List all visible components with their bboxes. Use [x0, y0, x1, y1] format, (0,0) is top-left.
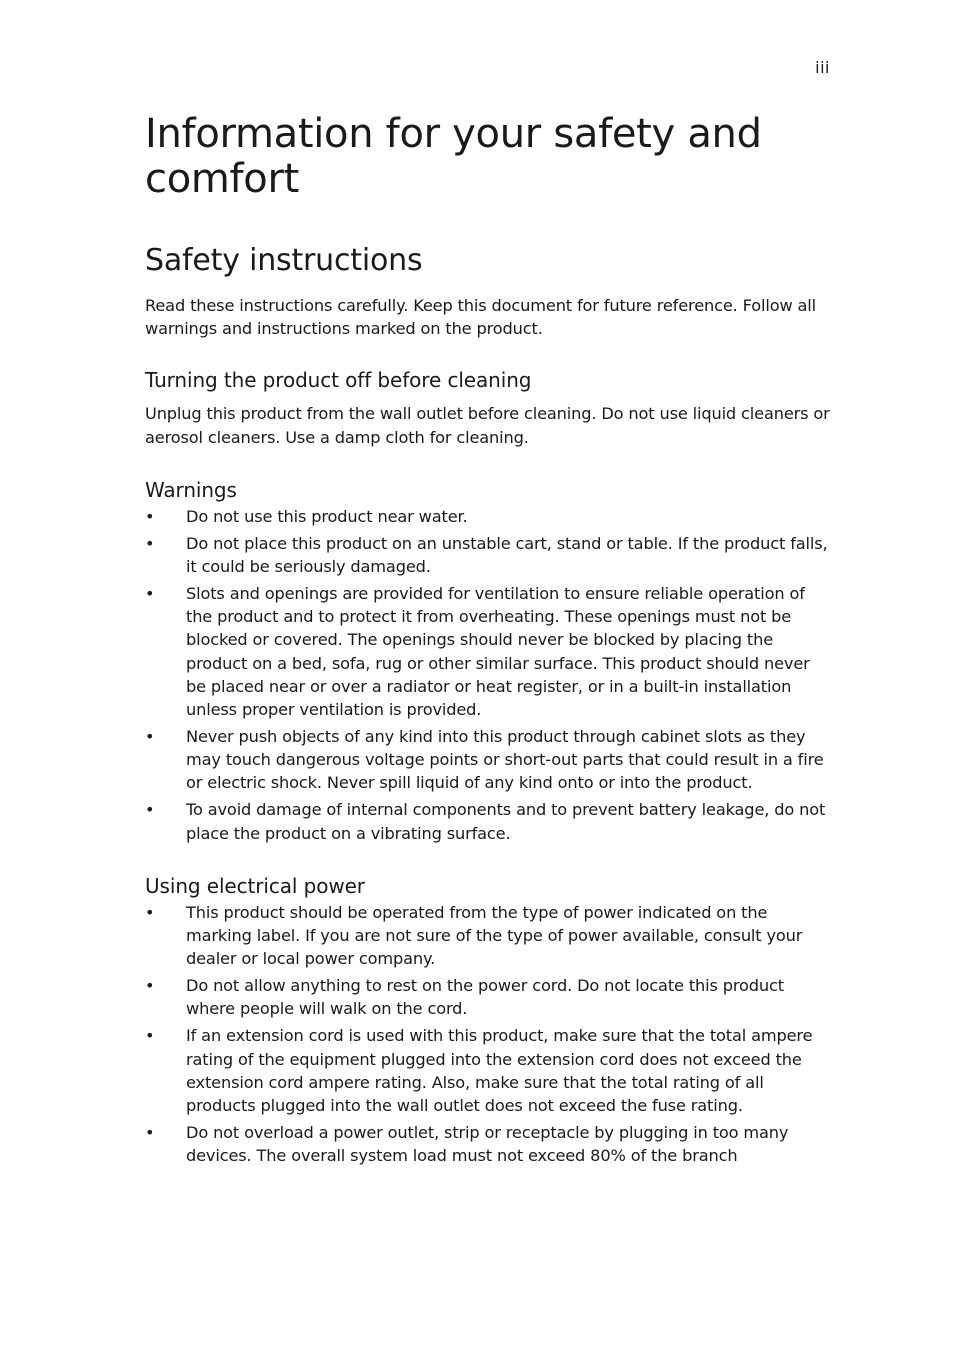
bullet-icon: • [145, 727, 155, 747]
bullet-icon: • [145, 976, 155, 996]
list-item [145, 505, 833, 528]
section-heading: Safety instructions [145, 243, 423, 278]
document-body [145, 112, 833, 1171]
cleaning-heading: Turning the product off before cleaning [145, 368, 532, 393]
list-item [145, 725, 833, 795]
list-item [145, 974, 833, 1020]
warnings-heading: Warnings [145, 477, 237, 502]
bullet-icon: • [145, 1123, 155, 1143]
cleaning-paragraph: Unplug this product from the wall outlet before cleaning. Do not use liquid cleaners or aerosol cleaners. Use a damp cloth for cleaning. [145, 404, 830, 447]
page-title: Information for your safety and comfort [145, 111, 762, 202]
bullet-icon: • [145, 533, 155, 553]
list-item [145, 1121, 833, 1167]
page-number: iii [815, 58, 830, 77]
list-item-text: Slots and openings are provided for ventilation to ensure reliable operation of the product and to protect it from overheating. These openings must not be blocked or covered. The openings should never be blocked by placing the product on a bed, sofa, rug or other similar surface. This product should never be placed near or over a radiator or heat register, or in a built-in installation unless proper ventilation is provided. [186, 584, 810, 720]
list-item [145, 798, 833, 844]
list-item-text: If an extension cord is used with this product, make sure that the total ampere rating of the equipment plugged into the extension cord does not exceed the extension cord ampere rating. Also, make sure that the total rating of all products plugged into the wall outlet does not exceed the fuse rating. [186, 1026, 813, 1116]
list-item-text: Do not use this product near water. [186, 506, 468, 526]
bullet-icon: • [145, 1026, 155, 1046]
list-item-text: This product should be operated from the type of power indicated on the marking label. If you are not sure of the type of power available, consult your dealer or local power company. [186, 902, 803, 969]
list-item [145, 901, 833, 971]
list-item [145, 582, 833, 721]
bullet-icon: • [145, 506, 155, 526]
bullet-icon: • [145, 902, 155, 922]
list-item [145, 532, 833, 578]
power-heading: Using electrical power [145, 873, 365, 898]
list-item-text: Never push objects of any kind into this product through cabinet slots as they may touch dangerous voltage points or short-out parts that could result in a fire or electric shock. Never spill liquid of any kind onto or into the product. [186, 727, 824, 793]
list-item-text: To avoid damage of internal components and to prevent battery leakage, do not place the product on a vibrating surface. [186, 800, 826, 843]
power-list [145, 901, 833, 1168]
list-item-text: Do not place this product on an unstable cart, stand or table. If the product falls, it could be seriously damaged. [186, 533, 828, 577]
bullet-icon: • [145, 800, 155, 820]
warnings-list [145, 505, 833, 845]
list-item-text: Do not allow anything to rest on the power cord. Do not locate this product where people will walk on the cord. [186, 976, 784, 1019]
list-item [145, 1024, 833, 1117]
bullet-icon: • [145, 584, 155, 604]
intro-paragraph: Read these instructions carefully. Keep this document for future reference. Follow all warnings and instructions marked on the product. [145, 296, 816, 339]
list-item-text: Do not overload a power outlet, strip or receptacle by plugging in too many devices. The overall system load must not exceed 80% of the branch [186, 1123, 789, 1166]
